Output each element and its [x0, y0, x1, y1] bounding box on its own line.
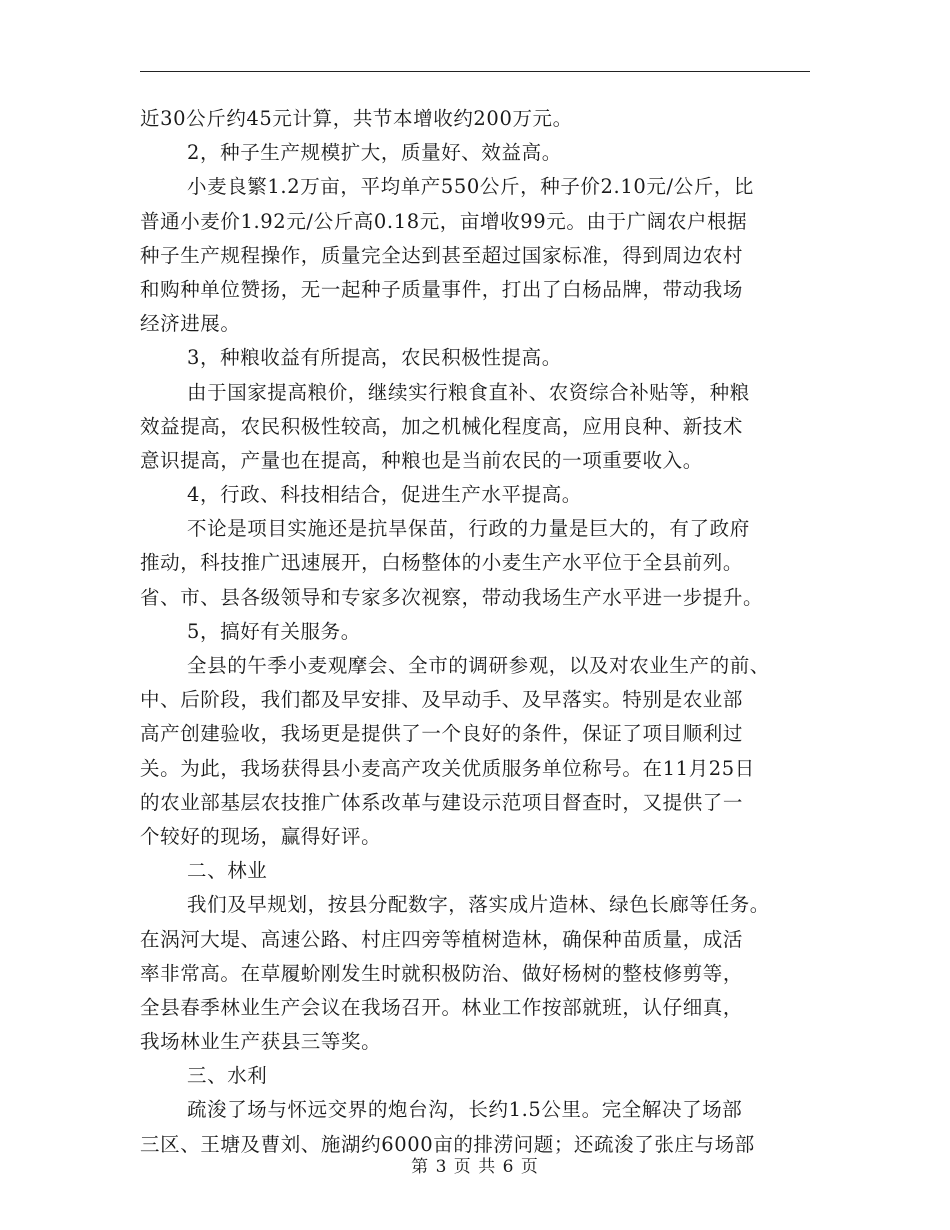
- text-line: 省、市、县各级领导和专家多次视察，带动我场生产水平进一步提升。: [140, 585, 764, 609]
- header-rule: [140, 71, 810, 72]
- text-line: 二、林业: [187, 859, 268, 883]
- text-line: 的农业部基层农技推广体系改革与建设示范项目督查时，又提供了一: [140, 790, 744, 814]
- paragraph: [140, 1059, 810, 1093]
- paragraph: [140, 341, 810, 375]
- paragraph: [140, 102, 810, 136]
- text-line: 4，行政、科技相结合，促进生产水平提高。: [187, 483, 582, 507]
- paragraph: [140, 888, 810, 1059]
- text-line: 三区、王塘及曹刘、施湖约6000亩的排涝问题；还疏浚了张庄与场部: [140, 1132, 755, 1156]
- text-line: 三、水利: [187, 1064, 268, 1088]
- text-line: 和购种单位赞扬，无一起种子质量事件，打出了白杨品牌，带动我场: [140, 277, 744, 301]
- text-line: 全县的午季小麦观摩会、全市的调研参观，以及对农业生产的前、: [187, 654, 770, 677]
- text-line: 全县春季林业生产会议在我场召开。林业工作按部就班，认仔细真，: [140, 995, 744, 1019]
- paragraph: [140, 854, 810, 888]
- text-line: 5，搞好有关服务。: [187, 619, 361, 643]
- text-line: 推动，科技推广迅速展开，白杨整体的小麦生产水平位于全县前列。: [140, 551, 744, 575]
- text-line: 我场林业生产获县三等奖。: [140, 1030, 382, 1054]
- page-footer: 第 3 页 共 6 页: [411, 1157, 539, 1177]
- text-line: 普通小麦价1.92元/公斤高0.18元，亩增收99元。由于广阔农户根据: [140, 209, 748, 233]
- paragraph: [140, 615, 810, 649]
- text-line: 疏浚了场与怀远交界的炮台沟，长约1.5公里。完全解决了场部: [187, 1098, 743, 1122]
- text-line: 中、后阶段，我们都及早安排、及早动手、及早落实。特别是农业部: [140, 688, 744, 712]
- text-line: 在涡河大堤、高速公路、村庄四旁等植树造林，确保种苗质量，成活: [140, 927, 744, 951]
- paragraph: [140, 512, 810, 615]
- text-line: 由于国家提高粮价，继续实行粮食直补、农资综合补贴等，种粮: [187, 380, 750, 404]
- text-line: 不论是项目实施还是抗旱保苗，行政的力量是巨大的，有了政府: [187, 517, 750, 541]
- text-line: 关。为此，我场获得县小麦高产攻关优质服务单位称号。在11月25日: [140, 756, 755, 780]
- text-line: 3，种粮收益有所提高，农民积极性提高。: [187, 346, 562, 370]
- paragraph: [140, 649, 810, 854]
- text-line: 个较好的现场，赢得好评。: [140, 824, 382, 848]
- text-line: 小麦良繁1.2万亩，平均单产550公斤，种子价2.10元/公斤，比: [187, 175, 755, 199]
- text-line: 经济进展。: [140, 312, 241, 336]
- paragraph: [140, 478, 810, 512]
- text-line: 率非常高。在草履蚧刚发生时就积极防治、做好杨树的整枝修剪等，: [140, 961, 744, 985]
- paragraph: [140, 170, 810, 341]
- text-line: 种子生产规程操作，质量完全达到甚至超过国家标准，得到周边农村: [140, 243, 744, 267]
- paragraph: [140, 376, 810, 479]
- text-line: 近30公斤约45元计算，共节本增收约200万元。: [140, 107, 573, 130]
- text-line: 意识提高，产量也在提高，种粮也是当前农民的一项重要收入。: [140, 448, 703, 472]
- text-line: 我们及早规划，按县分配数字，落实成片造林、绿色长廊等任务。: [187, 893, 770, 917]
- paragraph: [140, 136, 810, 170]
- body-text: [140, 102, 810, 1162]
- text-line: 效益提高，农民积极性较高，加之机械化程度高，应用良种、新技术: [140, 414, 744, 438]
- text-line: 高产创建验收，我场更是提供了一个良好的条件，保证了项目顺利过: [140, 722, 744, 746]
- text-line: 2，种子生产规模扩大，质量好、效益高。: [187, 141, 562, 165]
